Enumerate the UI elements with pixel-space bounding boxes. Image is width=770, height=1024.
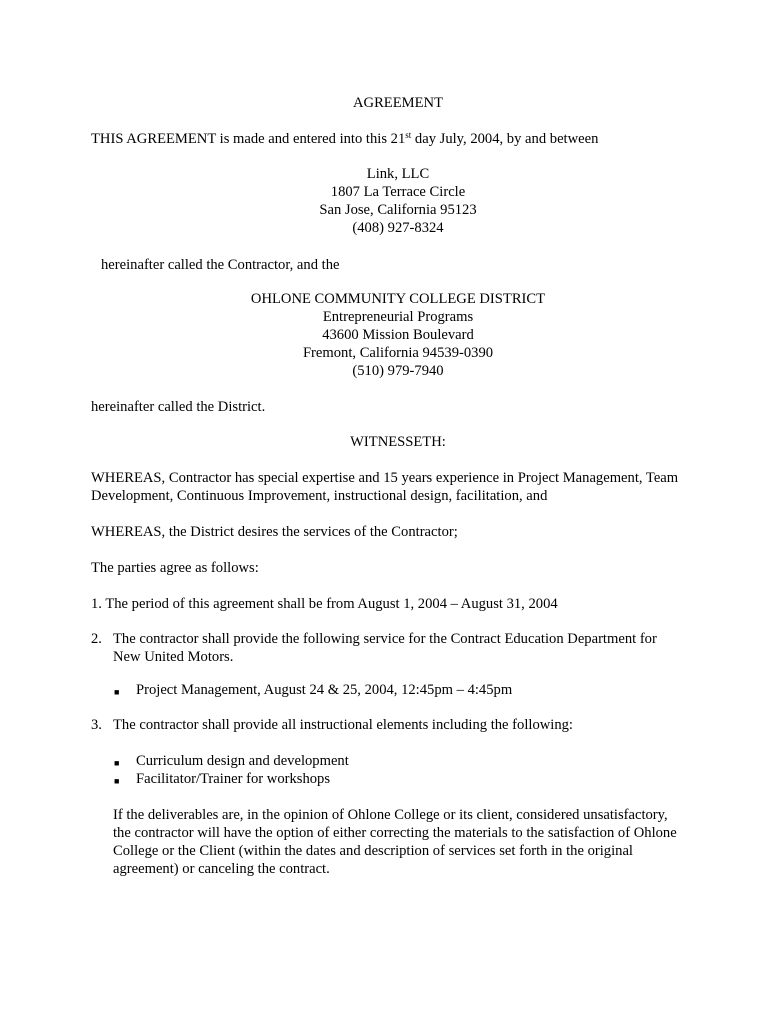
- intro-paragraph: [91, 130, 598, 148]
- bullet-icon: ■: [114, 758, 120, 768]
- district-street: 43600 Mission Boulevard: [322, 327, 474, 343]
- contractor-street: 1807 La Terrace Circle: [330, 184, 466, 200]
- contractor-city: San Jose, California 95123: [319, 202, 477, 218]
- whereas-1-line-1: WHEREAS, Contractor has special expertise and 15 years experience in Project Management, Team: [91, 470, 679, 486]
- item-2-line-1: The contractor shall provide the following service for the Contract Education Department for: [113, 631, 657, 647]
- whereas-2: WHEREAS, the District desires the services of the Contractor;: [91, 524, 458, 540]
- item-3-bullet: Facilitator/Trainer for workshops: [136, 771, 331, 787]
- intro-text: THIS AGREEMENT is made and entered into this 21: [91, 131, 406, 147]
- contractor-name: Link, LLC: [366, 166, 430, 182]
- deliverables-line-3: College or the Client (within the dates and description of services set forth in the original: [113, 843, 633, 859]
- item-2-line-2: New United Motors.: [113, 649, 234, 665]
- district-phone: (510) 979-7940: [352, 363, 444, 379]
- district-called: hereinafter called the District.: [91, 399, 266, 415]
- item-3-number: 3.: [91, 717, 102, 733]
- deliverables-line-2: the contractor will have the option of either correcting the materials to the satisfaction of Ohlone: [113, 825, 677, 841]
- item-1: 1. The period of this agreement shall be from August 1, 2004 – August 31, 2004: [91, 596, 558, 612]
- intro-ordinal: st: [405, 130, 412, 140]
- bullet-icon: ■: [114, 776, 120, 786]
- parties-agree: The parties agree as follows:: [91, 560, 259, 576]
- contractor-phone: (408) 927-8324: [352, 220, 444, 236]
- district-city: Fremont, California 94539-0390: [302, 345, 494, 361]
- whereas-1-line-2: Development, Continuous Improvement, instructional design, facilitation, and: [91, 488, 548, 504]
- item-2-bullet: Project Management, August 24 & 25, 2004, 12:45pm – 4:45pm: [136, 682, 513, 698]
- deliverables-line-1: If the deliverables are, in the opinion of Ohlone College or its client, considered unsatisfactory,: [113, 807, 668, 823]
- deliverables-line-4: agreement) or canceling the contract.: [113, 861, 330, 877]
- contractor-called: hereinafter called the Contractor, and the: [101, 257, 340, 273]
- district-name: OHLONE COMMUNITY COLLEGE DISTRICT: [250, 291, 546, 307]
- item-2-number: 2.: [91, 631, 102, 647]
- item-3-bullet: Curriculum design and development: [136, 753, 349, 769]
- agreement-title: AGREEMENT: [353, 95, 443, 111]
- item-3-line-1: The contractor shall provide all instructional elements including the following:: [113, 717, 573, 733]
- district-dept: Entrepreneurial Programs: [322, 309, 474, 325]
- bullet-icon: ■: [114, 687, 120, 697]
- witnesseth-heading: WITNESSETH:: [350, 434, 446, 450]
- intro-text-end: day July, 2004, by and between: [411, 131, 599, 147]
